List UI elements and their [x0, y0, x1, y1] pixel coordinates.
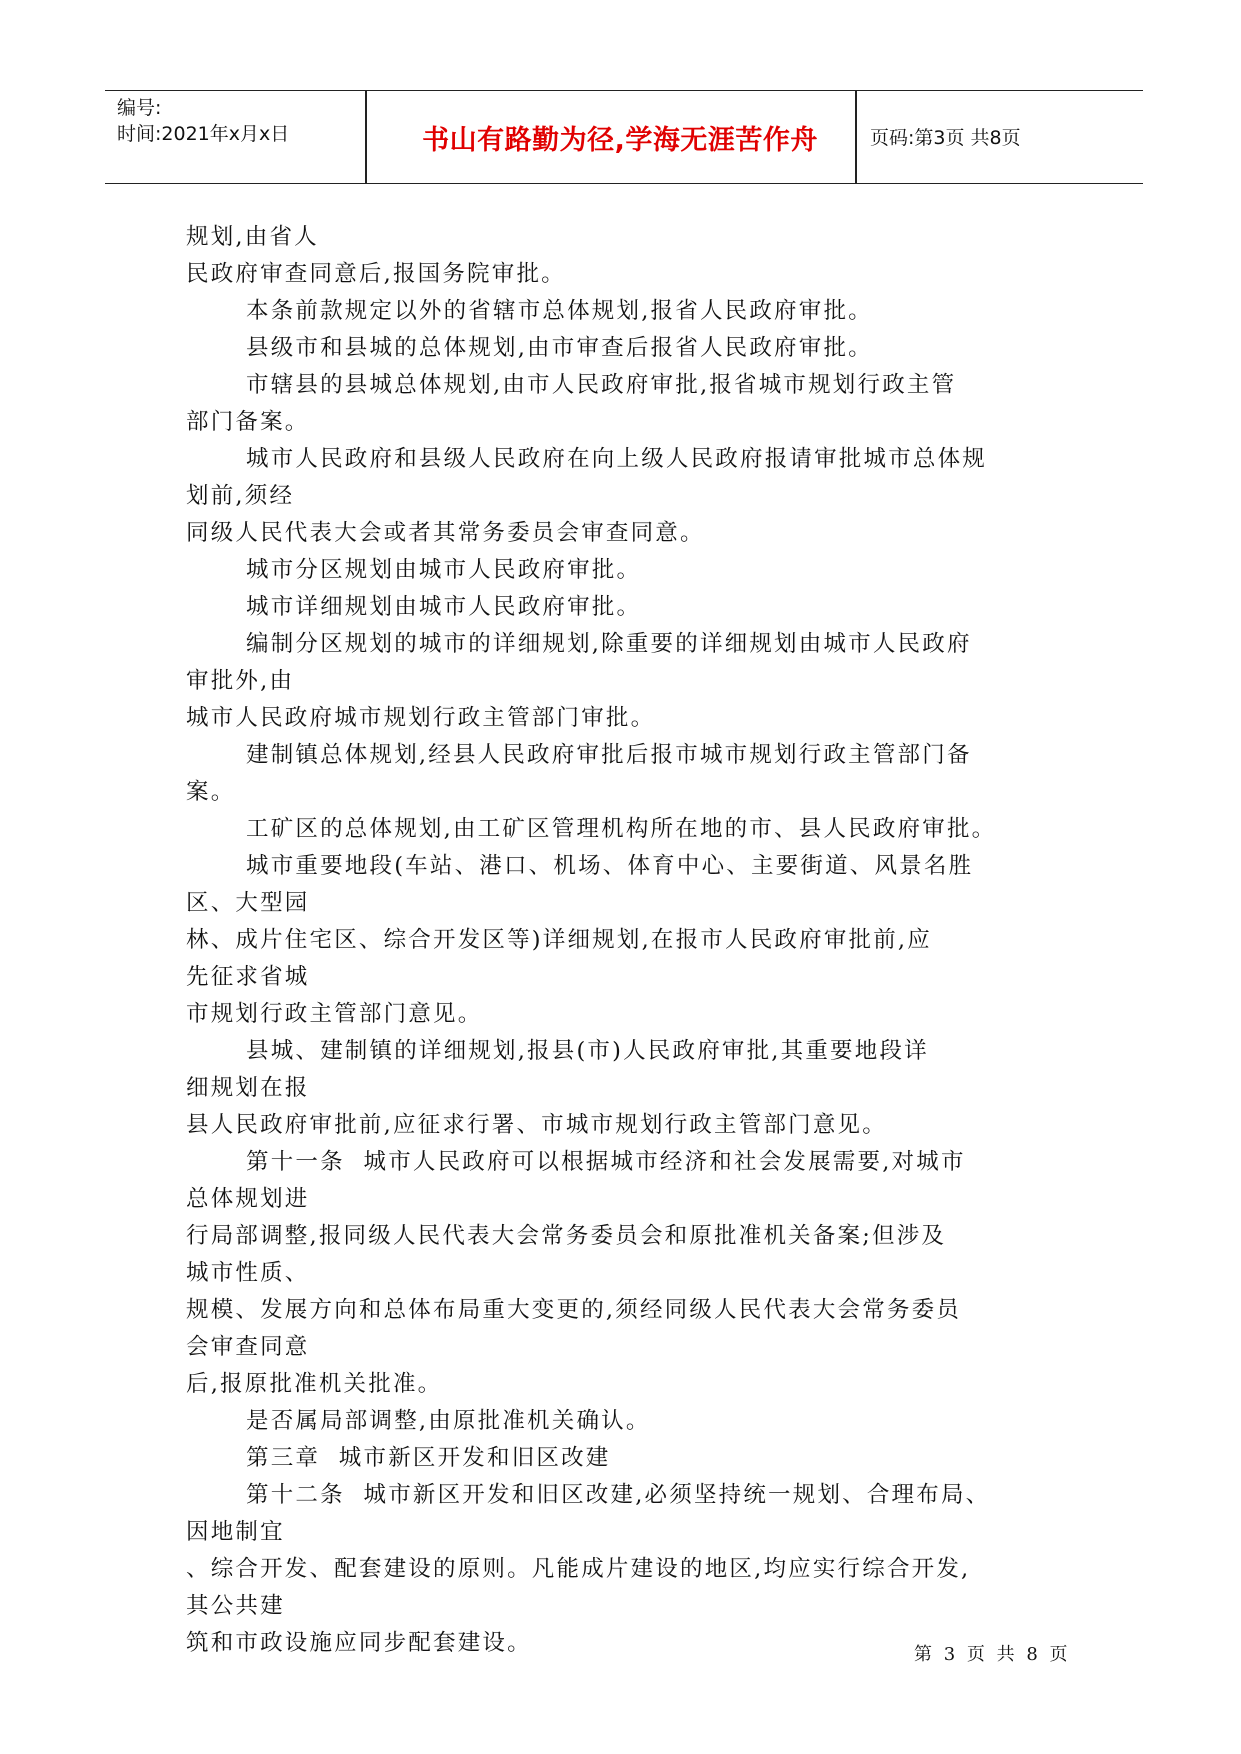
text-line: 划前,须经 — [186, 483, 295, 509]
page-header — [105, 90, 1143, 184]
text-line: 市规划行政主管部门意见。 — [186, 1001, 483, 1027]
text-line: 城市人民政府城市规划行政主管部门审批。 — [186, 705, 656, 731]
header-meta — [117, 95, 289, 147]
text-line: 建制镇总体规划,经县人民政府审批后报市城市规划行政主管部门备 — [246, 742, 972, 768]
text-line: 会审查同意 — [186, 1334, 310, 1360]
text-line: 县城、建制镇的详细规划,报县(市)人民政府审批,其重要地段详 — [246, 1038, 929, 1064]
text-line: 城市重要地段(车站、港口、机场、体育中心、主要街道、风景名胜 — [246, 853, 974, 879]
text-line: 总体规划进 — [186, 1186, 310, 1212]
text-line: 细规划在报 — [186, 1075, 310, 1101]
text-line: 同级人民代表大会或者其常务委员会审查同意。 — [186, 520, 705, 546]
text-line: 后,报原批准机关批准。 — [186, 1371, 443, 1397]
text-line: 本条前款规定以外的省辖市总体规划,报省人民政府审批。 — [246, 298, 873, 324]
text-line: 城市详细规划由城市人民政府审批。 — [246, 594, 642, 620]
text-line: 规模、发展方向和总体布局重大变更的,须经同级人民代表大会常务委员 — [186, 1297, 962, 1323]
text-line: 部门备案。 — [186, 409, 310, 435]
text-line: 市辖县的县城总体规划,由市人民政府审批,报省城市规划行政主管 — [246, 372, 957, 398]
text-line: 先征求省城 — [186, 964, 310, 990]
text-line: 审批外,由 — [186, 668, 295, 694]
text-line: 案。 — [186, 779, 236, 805]
text-line: 第十一条 城市人民政府可以根据城市经济和社会发展需要,对城市 — [246, 1149, 966, 1175]
text-line: 区、大型园 — [186, 890, 310, 916]
text-line: 第十二条 城市新区开发和旧区改建,必须坚持统一规划、合理布局、 — [246, 1482, 991, 1508]
page-footer: 第 3 页 共 8 页 — [914, 1644, 1071, 1665]
document-body — [186, 219, 1070, 1662]
text-line: 是否属局部调整,由原批准机关确认。 — [246, 1408, 651, 1434]
text-line: 其公共建 — [186, 1593, 285, 1619]
text-line: 因地制宜 — [186, 1519, 285, 1545]
header-motto: 书山有路勤为径,学海无涯苦作舟 — [422, 125, 818, 156]
text-line: 县级市和县城的总体规划,由市审查后报省人民政府审批。 — [246, 335, 873, 361]
text-line: 筑和市政设施应同步配套建设。 — [186, 1630, 532, 1656]
text-line: 第三章 城市新区开发和旧区改建 — [246, 1445, 611, 1471]
text-line: 、综合开发、配套建设的原则。凡能成片建设的地区,均应实行综合开发, — [186, 1556, 971, 1582]
text-line: 城市性质、 — [186, 1260, 310, 1286]
text-line: 工矿区的总体规划,由工矿区管理机构所在地的市、县人民政府审批。 — [246, 816, 997, 842]
document-time-label: 时间:2021年x月x日 — [117, 123, 290, 145]
header-page-code: 页码:第3页 共8页 — [870, 127, 1021, 149]
header-divider-left — [365, 91, 367, 183]
text-line: 县人民政府审批前,应征求行署、市城市规划行政主管部门意见。 — [186, 1112, 887, 1138]
text-line: 民政府审查同意后,报国务院审批。 — [186, 261, 566, 287]
text-line: 林、成片住宅区、综合开发区等)详细规划,在报市人民政府审批前,应 — [186, 927, 932, 953]
text-line: 编制分区规划的城市的详细规划,除重要的详细规划由城市人民政府 — [246, 631, 972, 657]
header-divider-right — [855, 91, 857, 183]
text-line: 行局部调整,报同级人民代表大会常务委员会和原批准机关备案;但涉及 — [186, 1223, 947, 1249]
text-line: 城市人民政府和县级人民政府在向上级人民政府报请审批城市总体规 — [246, 446, 988, 472]
text-line: 规划,由省人 — [186, 224, 319, 250]
document-number-label: 编号: — [117, 97, 162, 119]
text-line: 城市分区规划由城市人民政府审批。 — [246, 557, 642, 583]
